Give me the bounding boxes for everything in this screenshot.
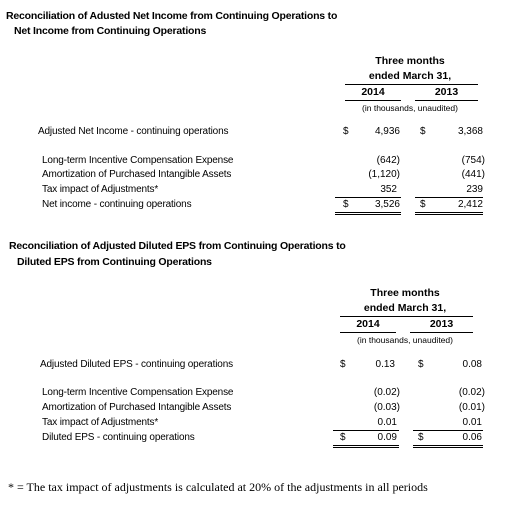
- year-2014-header: 2014: [356, 318, 380, 330]
- currency-symbol: $: [420, 126, 426, 137]
- section-title-line2: Diluted EPS from Continuing Operations: [17, 256, 212, 268]
- row-value-2014: 352: [380, 184, 397, 195]
- adjusted-diluted-eps-2014: 0.13: [375, 359, 395, 370]
- currency-symbol: $: [343, 199, 349, 210]
- row-value-2013: (0.02): [458, 387, 485, 398]
- section-title-line1: Reconciliation of Adjusted Diluted EPS from Continuing Operations to: [9, 240, 346, 252]
- row-value-2014: (0.03): [373, 402, 400, 413]
- adjusted-net-income-label: Adjusted Net Income - continuing operations: [38, 126, 229, 137]
- total-double-underline: [413, 447, 483, 448]
- row-label: Amortization of Purchased Intangible Assets: [42, 169, 232, 180]
- section-title-line1: Reconciliation of Adusted Net Income from Continuing Operations to: [6, 10, 338, 22]
- adjusted-net-income-2013: 3,368: [457, 126, 483, 137]
- adjusted-diluted-eps-label: Adjusted Diluted EPS - continuing operations: [40, 359, 233, 370]
- net-income-label: Net income - continuing operations: [42, 199, 192, 210]
- row-value-2014: (642): [376, 155, 400, 166]
- unit-note: (in thousands, unaudited): [362, 103, 458, 113]
- row-value-2013: 0.01: [462, 417, 482, 428]
- currency-symbol: $: [340, 432, 346, 443]
- year-2013-underline: [415, 100, 478, 101]
- year-2014-underline: [345, 100, 401, 101]
- year-2013-header: 2013: [429, 318, 454, 330]
- row-value-2014: (0.02): [373, 387, 400, 398]
- subtotal-underline: [415, 197, 483, 198]
- subtotal-underline: [413, 430, 483, 431]
- row-label: Tax impact of Adjustments*: [42, 184, 159, 195]
- row-label: Amortization of Purchased Intangible Assets: [42, 402, 232, 413]
- adjusted-diluted-eps-2013: 0.08: [462, 359, 482, 370]
- period-header-line2: ended March 31,: [368, 70, 452, 82]
- currency-symbol: $: [420, 199, 426, 210]
- year-2014-header: 2014: [361, 86, 385, 98]
- row-value-2014: (1,120): [368, 169, 400, 180]
- row-value-2013: (754): [461, 155, 485, 166]
- currency-symbol: $: [340, 359, 346, 370]
- diluted-eps-2014: 0.09: [377, 432, 397, 443]
- currency-symbol: $: [418, 432, 424, 443]
- year-2013-underline: [410, 332, 473, 333]
- period-header-line2: ended March 31,: [363, 302, 447, 314]
- row-value-2013: (441): [461, 169, 485, 180]
- adjusted-net-income-2014: 4,936: [374, 126, 400, 137]
- row-value-2013: 239: [466, 184, 483, 195]
- period-header-underline: [340, 316, 473, 317]
- net-income-2014: 3,526: [374, 199, 400, 210]
- net-income-2013: 2,412: [457, 199, 483, 210]
- row-value-2014: 0.01: [377, 417, 397, 428]
- currency-symbol: $: [343, 126, 349, 137]
- period-header-line1: Three months: [370, 287, 440, 299]
- row-label: Tax impact of Adjustments*: [42, 417, 159, 428]
- total-double-underline: [413, 445, 483, 446]
- tax-footnote: * = The tax impact of adjustments is calculated at 20% of the adjustments in all periods: [8, 480, 428, 494]
- total-double-underline: [335, 212, 401, 213]
- period-header-line1: Three months: [375, 55, 445, 67]
- section-title-line2: Net Income from Continuing Operations: [14, 25, 207, 37]
- total-double-underline: [335, 214, 401, 215]
- row-value-2013: (0.01): [458, 402, 485, 413]
- year-2014-underline: [340, 332, 396, 333]
- diluted-eps-label: Diluted EPS - continuing operations: [42, 432, 195, 443]
- total-double-underline: [333, 447, 399, 448]
- period-header-underline: [345, 84, 478, 85]
- row-label: Long-term Incentive Compensation Expense: [42, 155, 234, 166]
- total-double-underline: [415, 212, 483, 213]
- currency-symbol: $: [418, 359, 424, 370]
- total-double-underline: [415, 214, 483, 215]
- row-label: Long-term Incentive Compensation Expense: [42, 387, 234, 398]
- subtotal-underline: [333, 430, 399, 431]
- diluted-eps-2013: 0.06: [462, 432, 482, 443]
- total-double-underline: [333, 445, 399, 446]
- year-2013-header: 2013: [434, 86, 459, 98]
- subtotal-underline: [335, 197, 401, 198]
- unit-note: (in thousands, unaudited): [357, 335, 453, 345]
